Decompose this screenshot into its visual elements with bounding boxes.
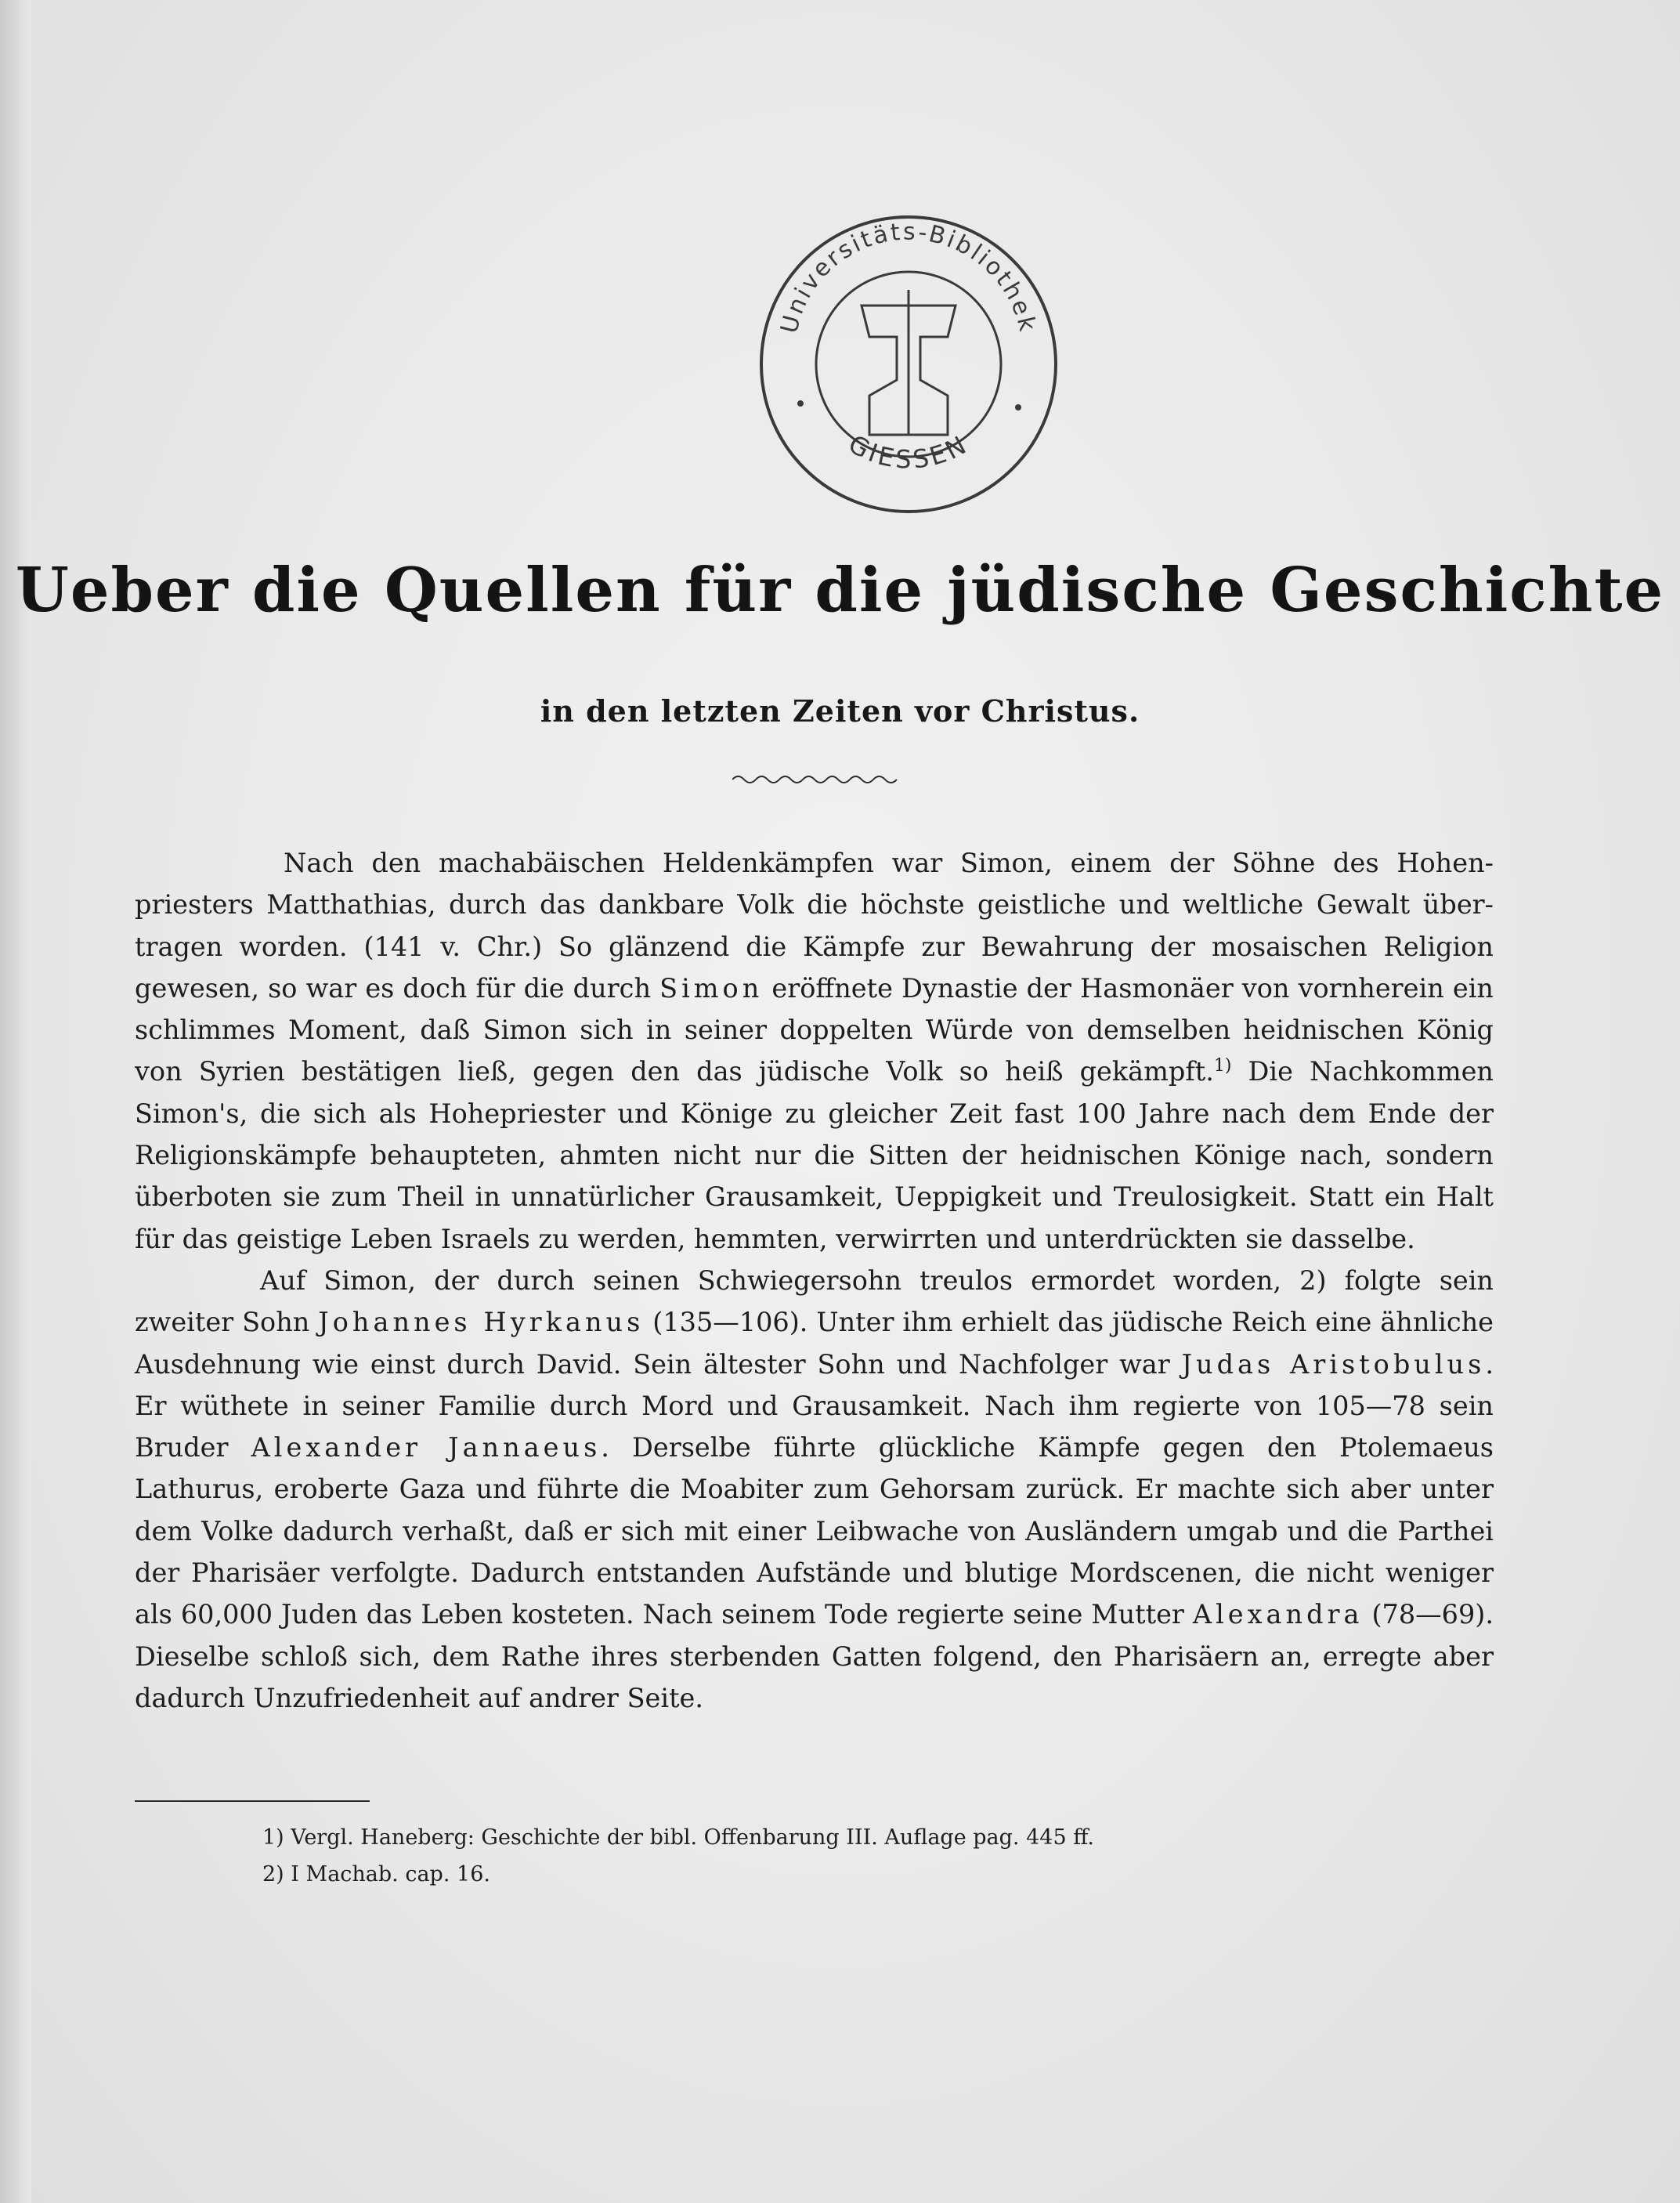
stamp-emblem-icon <box>862 290 956 435</box>
spaced-name: Alexander Jannaeus <box>251 1432 602 1463</box>
title-ornament <box>732 772 901 787</box>
stamp-dot-right <box>1015 404 1021 411</box>
text-run: eröffnete Dynastie der Hasmonäer von vornherein ein schlimmes Moment, daß Simon sich in seiner doppelten Würde von demselben heidnischen König von Syrien bestätigen ließ, gegen den das jüdische Volk so heiß gekämpft. <box>135 972 1494 1087</box>
spaced-name: Alexandra <box>1192 1599 1364 1630</box>
text-run: Die Nachkommen Simon's, die sich als Hohepriester und Könige zu gleicher Zeit fast 100 Jahre nach dem Ende der Religionskämpfe behaupteten, ahmten nicht nur die Sitten der heidnischen Könige nach, sondern überboten sie zum Theil in unnatürlicher Grausamkeit, Ueppigkeit und Treulosigkeit. Statt ein Halt für das geistige Leben Israels zu werden, hemmten, verwirrten und unterdrückten sie dasselbe. <box>135 1056 1494 1254</box>
footnote-1: 1) Vergl. Haneberg: Geschichte der bibl. Offenbarung III. Auflage pag. 445 ff. <box>262 1825 1095 1850</box>
paragraph-2 <box>135 1260 1494 1719</box>
stamp-dot-left <box>797 400 804 407</box>
footnote-2: 2) I Machab. cap. 16. <box>262 1862 490 1886</box>
text-run: (78—69). Dieselbe schloß sich, dem Rathe ihres sterbenden Gatten folgend, den Pharisäern an, erregte aber dadurch Unzufriedenheit auf andrer Seite. <box>135 1599 1494 1713</box>
text-run: . Derselbe führte glückliche Kämpfe gegen den Ptolemaeus Lathurus, eroberte Gaza und führte die Moabiter zum Gehorsam zurück. Er machte sich aber unter dem Volke dadurch verhaßt, daß er sich mit einer Leibwache von Ausländern umgab und die Parthei der Pharisäer verfolgte. Dadurch entstanden Aufstände und blutige Mordscenen, die nicht weniger als 60,000 Juden das Leben kosteten. Nach seinem Tode regierte seine Mutter <box>135 1432 1494 1630</box>
page-subtitle: in den letzten Zeiten vor Christus. <box>540 693 1140 729</box>
footnotes <box>262 1819 1359 1893</box>
footnote-ref-1: 1) <box>1213 1056 1232 1076</box>
page-title: Ueber die Quellen für die jüdische Geschichte <box>15 555 1665 626</box>
spaced-name: Judas Aristobulus <box>1181 1348 1486 1380</box>
stamp-city-text: GIESSEN <box>844 429 974 475</box>
text-run: . Er wüthete in seiner Familie durch Mord und Grausamkeit. Nach ihm regierte von 105—78 sein Bruder <box>135 1348 1494 1463</box>
library-stamp <box>752 208 1065 521</box>
stamp-arc-text: Universitäts-Bibliothek <box>775 218 1042 336</box>
text-run: Nach den machabäischen Heldenkämpfen war Simon, einem der Söhne des Hohenpriesters Matthathias, durch das dankbare Volk die höchste geistliche und weltliche Gewalt übertragen worden. (141 v. Chr.) So glänzend die Kämpfe zur Bewahrung der mosaischen Religion gewesen, so war es doch für die durch <box>135 848 1494 1004</box>
page-gutter-shadow <box>0 0 31 2203</box>
body-text <box>135 842 1494 1719</box>
ornament-text: ~~~~~~~~~~~~~~ <box>732 786 742 787</box>
text-run: Auf Simon, der durch seinen Schwiegersohn treulos ermordet worden, 2) folgte sein zweiter Sohn <box>135 1264 1494 1338</box>
paragraph-1 <box>135 842 1494 1260</box>
text-run: (135—106). Unter ihm erhielt das jüdische Reich eine ähnliche Ausdehnung wie einst durch David. Sein ältester Sohn und Nachfolger war <box>135 1307 1494 1380</box>
spaced-name: Simon <box>659 972 764 1004</box>
spaced-name: Johannes Hyrkanus <box>318 1307 645 1338</box>
footnote-rule <box>135 1800 370 1802</box>
